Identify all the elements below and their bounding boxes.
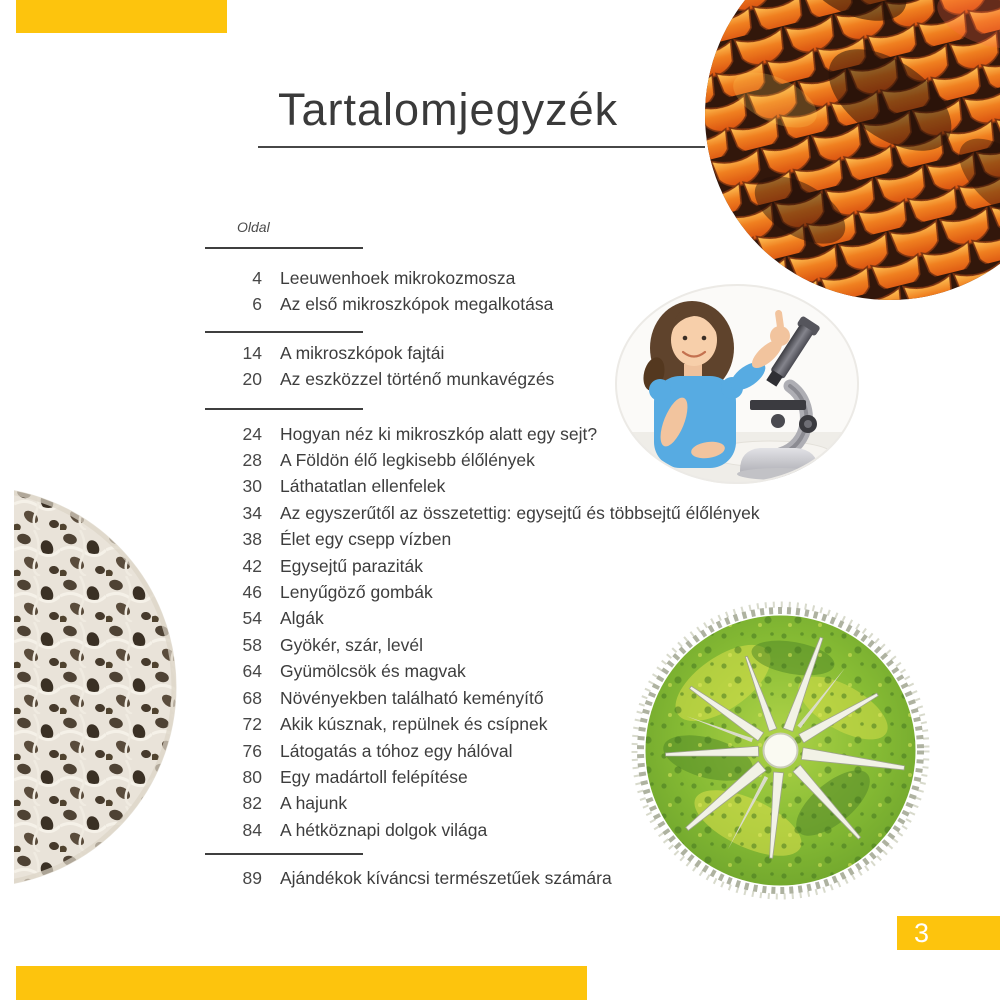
toc-entry-page-number: 30 <box>242 476 262 497</box>
page-number-badge <box>897 916 1000 950</box>
toc-entry-page-number: 24 <box>242 423 262 444</box>
bottom-accent-bar <box>16 966 587 1000</box>
toc-entry <box>205 500 765 526</box>
toc-entry-page-number: 76 <box>242 740 262 761</box>
toc-entry-page-number: 14 <box>242 342 262 363</box>
toc-separator <box>205 331 363 333</box>
toc-entry-title: Algák <box>280 608 324 629</box>
toc-entry <box>205 526 765 552</box>
toc-entry-title: A Földön élő legkisebb élőlények <box>280 450 535 471</box>
page-column-header: Oldal <box>237 219 270 235</box>
toc-entry-page-number: 72 <box>242 714 262 735</box>
toc-entry-title: Gyümölcsök és magvak <box>280 661 466 682</box>
toc-entry-title: A hétköznapi dolgok világa <box>280 819 488 840</box>
toc-separator <box>205 247 363 249</box>
toc-entry-page-number: 64 <box>242 661 262 682</box>
toc-entry-page-number: 82 <box>242 793 262 814</box>
toc-entry-title: Láthatatlan ellenfelek <box>280 476 446 497</box>
toc-entry-title: Lenyűgöző gombák <box>280 582 433 603</box>
toc-entry-title: Egysejtű paraziták <box>280 555 423 576</box>
girl-with-microscope-image <box>612 282 862 487</box>
toc-entry-title: Leeuwenhoek mikrokozmosza <box>280 268 516 288</box>
toc-entry-page-number: 4 <box>252 268 262 288</box>
toc-entry-title: A hajunk <box>280 793 348 814</box>
toc-entry-page-number: 54 <box>242 608 262 629</box>
toc-entry-title: A mikroszkópok fajtái <box>280 342 445 363</box>
toc-entry-title: Gyökér, szár, levél <box>280 634 423 655</box>
toc-entry-page-number: 68 <box>242 687 262 708</box>
toc-entry-page-number: 46 <box>242 582 262 603</box>
toc-entry-page-number: 38 <box>242 529 262 550</box>
toc-entry <box>205 553 765 579</box>
toc-entry-page-number: 6 <box>252 294 262 315</box>
top-accent-bar <box>16 0 227 33</box>
toc-entry-page-number: 89 <box>242 868 262 889</box>
toc-entry-page-number: 28 <box>242 450 262 471</box>
toc-entry-title: Élet egy csepp vízben <box>280 529 452 550</box>
toc-entry-title: Hogyan néz ki mikroszkóp alatt egy sejt? <box>280 423 598 444</box>
toc-entry-title: Egy madártoll felépítése <box>280 766 468 787</box>
toc-entry-page-number: 80 <box>242 766 262 787</box>
toc-entry-title: Akik kúsznak, repülnek és csípnek <box>280 714 548 735</box>
toc-entry-page-number: 20 <box>242 369 262 390</box>
toc-entry-title: Az eszközzel történő munkavégzés <box>280 369 555 390</box>
toc-entry-title: Az első mikroszkópok megalkotása <box>280 294 554 315</box>
green-algae-image <box>628 598 933 903</box>
toc-entry-title: Az egyszerűtől az összetettig: egysejtű és többsejtű élőlények <box>280 502 760 523</box>
toc-entry-title: Ajándékok kíváncsi természetűek számára <box>280 868 612 889</box>
toc-entry-page-number: 84 <box>242 819 262 840</box>
page-number: 3 <box>914 918 930 948</box>
toc-entry-page-number: 34 <box>242 502 262 523</box>
toc-separator <box>205 408 363 410</box>
sponge-texture-image <box>14 484 177 888</box>
toc-entry-title: Növényekben található keményítő <box>280 687 544 708</box>
toc-separator <box>205 853 363 855</box>
toc-entry-page-number: 58 <box>242 634 262 655</box>
title-underline <box>258 146 705 148</box>
toc-entry-page-number: 42 <box>242 555 262 576</box>
page-title: Tartalomjegyzék <box>278 84 619 135</box>
toc-entry-title: Látogatás a tóhoz egy hálóval <box>280 740 513 761</box>
